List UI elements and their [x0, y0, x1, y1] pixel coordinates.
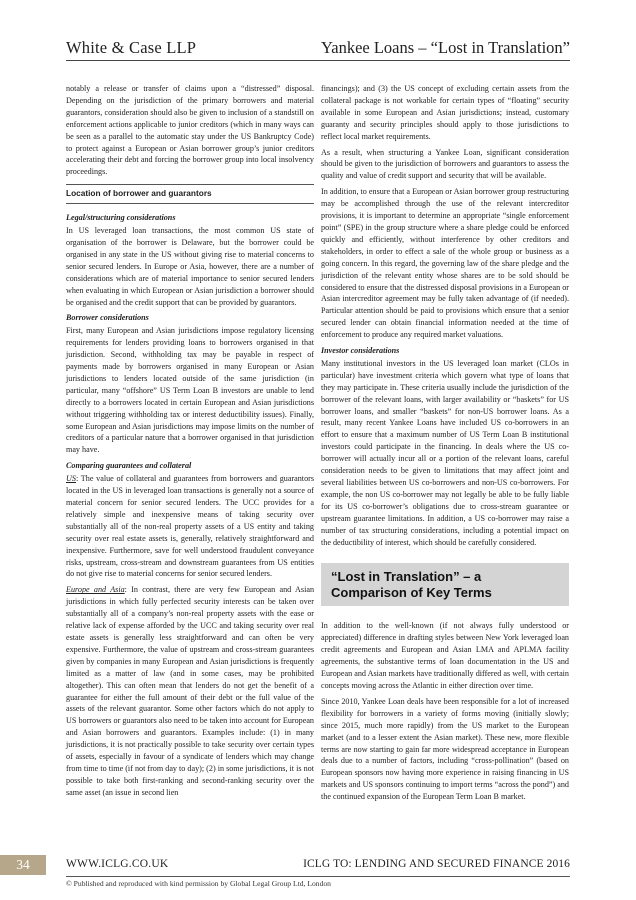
subheading: Investor considerations: [321, 346, 400, 356]
subheading: Comparing guarantees and collateral: [66, 461, 192, 471]
paragraph: Many institutional investors in the US leveraged loan market (CLOs in particular) have investment criteria which govern what type of loans that they may participate in. These criteria usually include the jurisdiction of the borrower of the relevant loans, with larger availability or “baskets” for US borrower loans, and smaller “baskets” for non-US borrower loans. As a result, many recent Yankee Loans have included US co-borrowers in an effort to ensure that a maximum number of US Term Loan B institutional investors could participate in the financing. In deals where the US co-borrower will actually incur all or a portion of the relevant loans, careful consideration needs to be given to limitations that may affect joint and several liabilities between US co-borrowers and non-US co-borrowers. For example, the non US co-borrower may not legally be able to be fully liable for its US co-borrower’s obligations due to cross-stream guarantee or upstream guarantee limitations. In addition, a US co-borrower may raise a number of tax structuring considerations, including a potential impact on the deductibility of interest, which should be carefully considered.: [321, 358, 569, 547]
header-firm-name: White & Case LLP: [66, 38, 197, 57]
paragraph: As a result, when structuring a Yankee Loan, significant consideration should be given to the jurisdiction of borrowers and guarantors to assess the quality and value of credit support and security that will be available.: [321, 147, 569, 181]
page-number: 34: [0, 855, 46, 875]
inline-label-europe-asia: Europe and Asia: [66, 585, 125, 595]
footer-divider: [66, 876, 570, 877]
paragraph: [66, 473, 314, 580]
left-column: [66, 83, 314, 803]
header-divider: [66, 60, 570, 61]
paragraph-text: : The value of collateral and guarantees from borrowers and guarantors located in the US in leveraged loan transactions is generally not a source of material concern for senior secured lenders. The UCC provides for a relatively simple and inexpensive means of taking security over substantially all of the non-real property assets of a US entity and taking security over real estate assets is, generally, relatively straightforward and inexpensive. Furthermore, save for well understood fraudulent conveyance risks, upstream, cross-stream and downstream guarantees from US entities do not give rise to material concerns for senior secured lenders.: [66, 474, 314, 579]
header-article-title: Yankee Loans – “Lost in Translation”: [320, 38, 570, 57]
paragraph: In addition to the well-known (if not always fully understood or appreciated) difference in drafting styles between New York leveraged loan credit agreements and European and Asian LMA and APLMA facility agreements, the substantive terms of loan documentation in the US and European and Asian markets have traditionally differed as well, with certain concepts moving across the Atlantic in either direction over time.: [321, 621, 569, 690]
section-heading-box: “Lost in Translation” – a Comparison of Key Terms: [321, 563, 569, 606]
paragraph: In US leveraged loan transactions, the most common US state of organisation of the borrower is Delaware, but the borrower could be organised in any state in the US without giving rise to material concerns to senior secured lenders. In Europe or Asia, however, there are a number of considerations which are of material importance to senior secured lenders when evaluating in which European or Asian jurisdiction a borrower should be organised and the credit support that can be provided by guarantors.: [66, 226, 314, 307]
paragraph: notably a release or transfer of claims upon a “distressed” disposal. Depending on the jurisdiction of the primary borrowers and material guarantors, consideration should also be given to inclusion of a standstill on enforcement actions applicable to junior creditors (which in many ways can be seen as a parallel to the automatic stay under the US Bankruptcy Code) to protect against a European or Asian borrower group’s junior creditors accelerating their debt and forcing the borrower group into local insolvency proceedings.: [66, 84, 314, 177]
paragraph: financings); and (3) the US concept of excluding certain assets from the collateral package is not workable for certain types of “floating” security available in some European and Asian jurisdictions; instead, customary guaranty and security principles should apply to those jurisdictions to reflect local market requirements.: [321, 84, 569, 141]
inline-label-us: US: [66, 474, 76, 484]
right-column: [321, 83, 569, 807]
paragraph: First, many European and Asian jurisdictions impose regulatory licensing requirements for lenders providing loans to borrowers organised in that jurisdiction. Second, withholding tax may be payable in respect of payments made by borrowers organised in many European or Asian jurisdictions to lenders located outside of the same jurisdiction (in particular, many “offshore” US Term Loan B investors are unable to lend directly to a borrowers located in certain European and Asian jurisdictions without triggering withholding tax or interest deductibility issues). Finally, some European and Asian jurisdictions may impose limits on the number of creditors of a particular nature that a borrower organised in that jurisdiction may have.: [66, 326, 314, 455]
footer-url: WWW.ICLG.CO.UK: [66, 858, 169, 870]
paragraph: In addition, to ensure that a European or Asian borrower group restructuring may be accomplished through the use of the relevant intercreditor provisions, it is important to determine an appropriate “single enforcement point” (SPE) in the group structure where a share pledge could be enforced quickly and efficiently, without interference by other creditors and stakeholders, in order to effect a sale of the whole group or business as a going concern. In this regard, the governing law of the share pledge and the jurisdiction of the relevant entity whose shares are to be sold should be considered to ensure that the distressed disposal provisions in a European or Asian intercreditor agreement may be fully taken advantage of (if needed). Particular attention should be paid to provisions which ensure that a senior secured lender can obtain financial information needed at the time of enforcement to produce any required market valuations.: [321, 187, 569, 340]
section-heading: Location of borrower and guarantors: [66, 184, 314, 204]
paragraph: Since 2010, Yankee Loan deals have been responsible for a lot of increased flexibility for borrowers in a variety of forms moving (initially slowly; since 2015, much more rapidly) from the US market to the European market (and to a lesser extent the Asian market). These new, more flexible terms are now starting to gain far more widespread acceptance in European deals due to a number of factors, including “cross-pollination” (based on European sponsors now having more experience in raising financing in US markets and US sponsors continuing to import terms “across the pond”) and the continued expansion of the European Term Loan B market.: [321, 696, 569, 802]
subheading: Borrower considerations: [66, 313, 149, 323]
paragraph: [66, 584, 314, 798]
paragraph-text: : In contrast, there are very few European and Asian jurisdictions in which fully perfected security interests can be taken over substantially all of a company’s non-real property assets with the ease or relative lack of expense afforded by the UCC and taking security over real estate assets is generally less straightforward and can often be very expensive. Furthermore, the value of upstream and cross-stream guarantees given by companies in many European and Asian jurisdictions is frequently limited as a matter of law (and in some cases, may be prohibited altogether). This can often mean that lenders do not get the benefit of a guarantee for either the full amount of their debt or the full value of the assets of the relevant guarantor. Some other factors which do not apply to US borrowers or guarantors also need to be taken into account for European and Asian borrowers and guarantors. Examples include: (1) in many jurisdictions, it is not practically possible to take security over certain types of assets, especially in favour of a syndicate of lenders which may change from time to time (if not from day to day); (2) in some jurisdictions, it is not possible to take both first-ranking and second-ranking security over the same asset (an issue in second lien: [66, 585, 315, 797]
copyright-notice: © Published and reproduced with kind permission by Global Legal Group Ltd, London: [66, 879, 331, 888]
footer-publication: ICLG TO: LENDING AND SECURED FINANCE 2016: [303, 858, 570, 870]
subheading: Legal/structuring considerations: [66, 213, 176, 223]
